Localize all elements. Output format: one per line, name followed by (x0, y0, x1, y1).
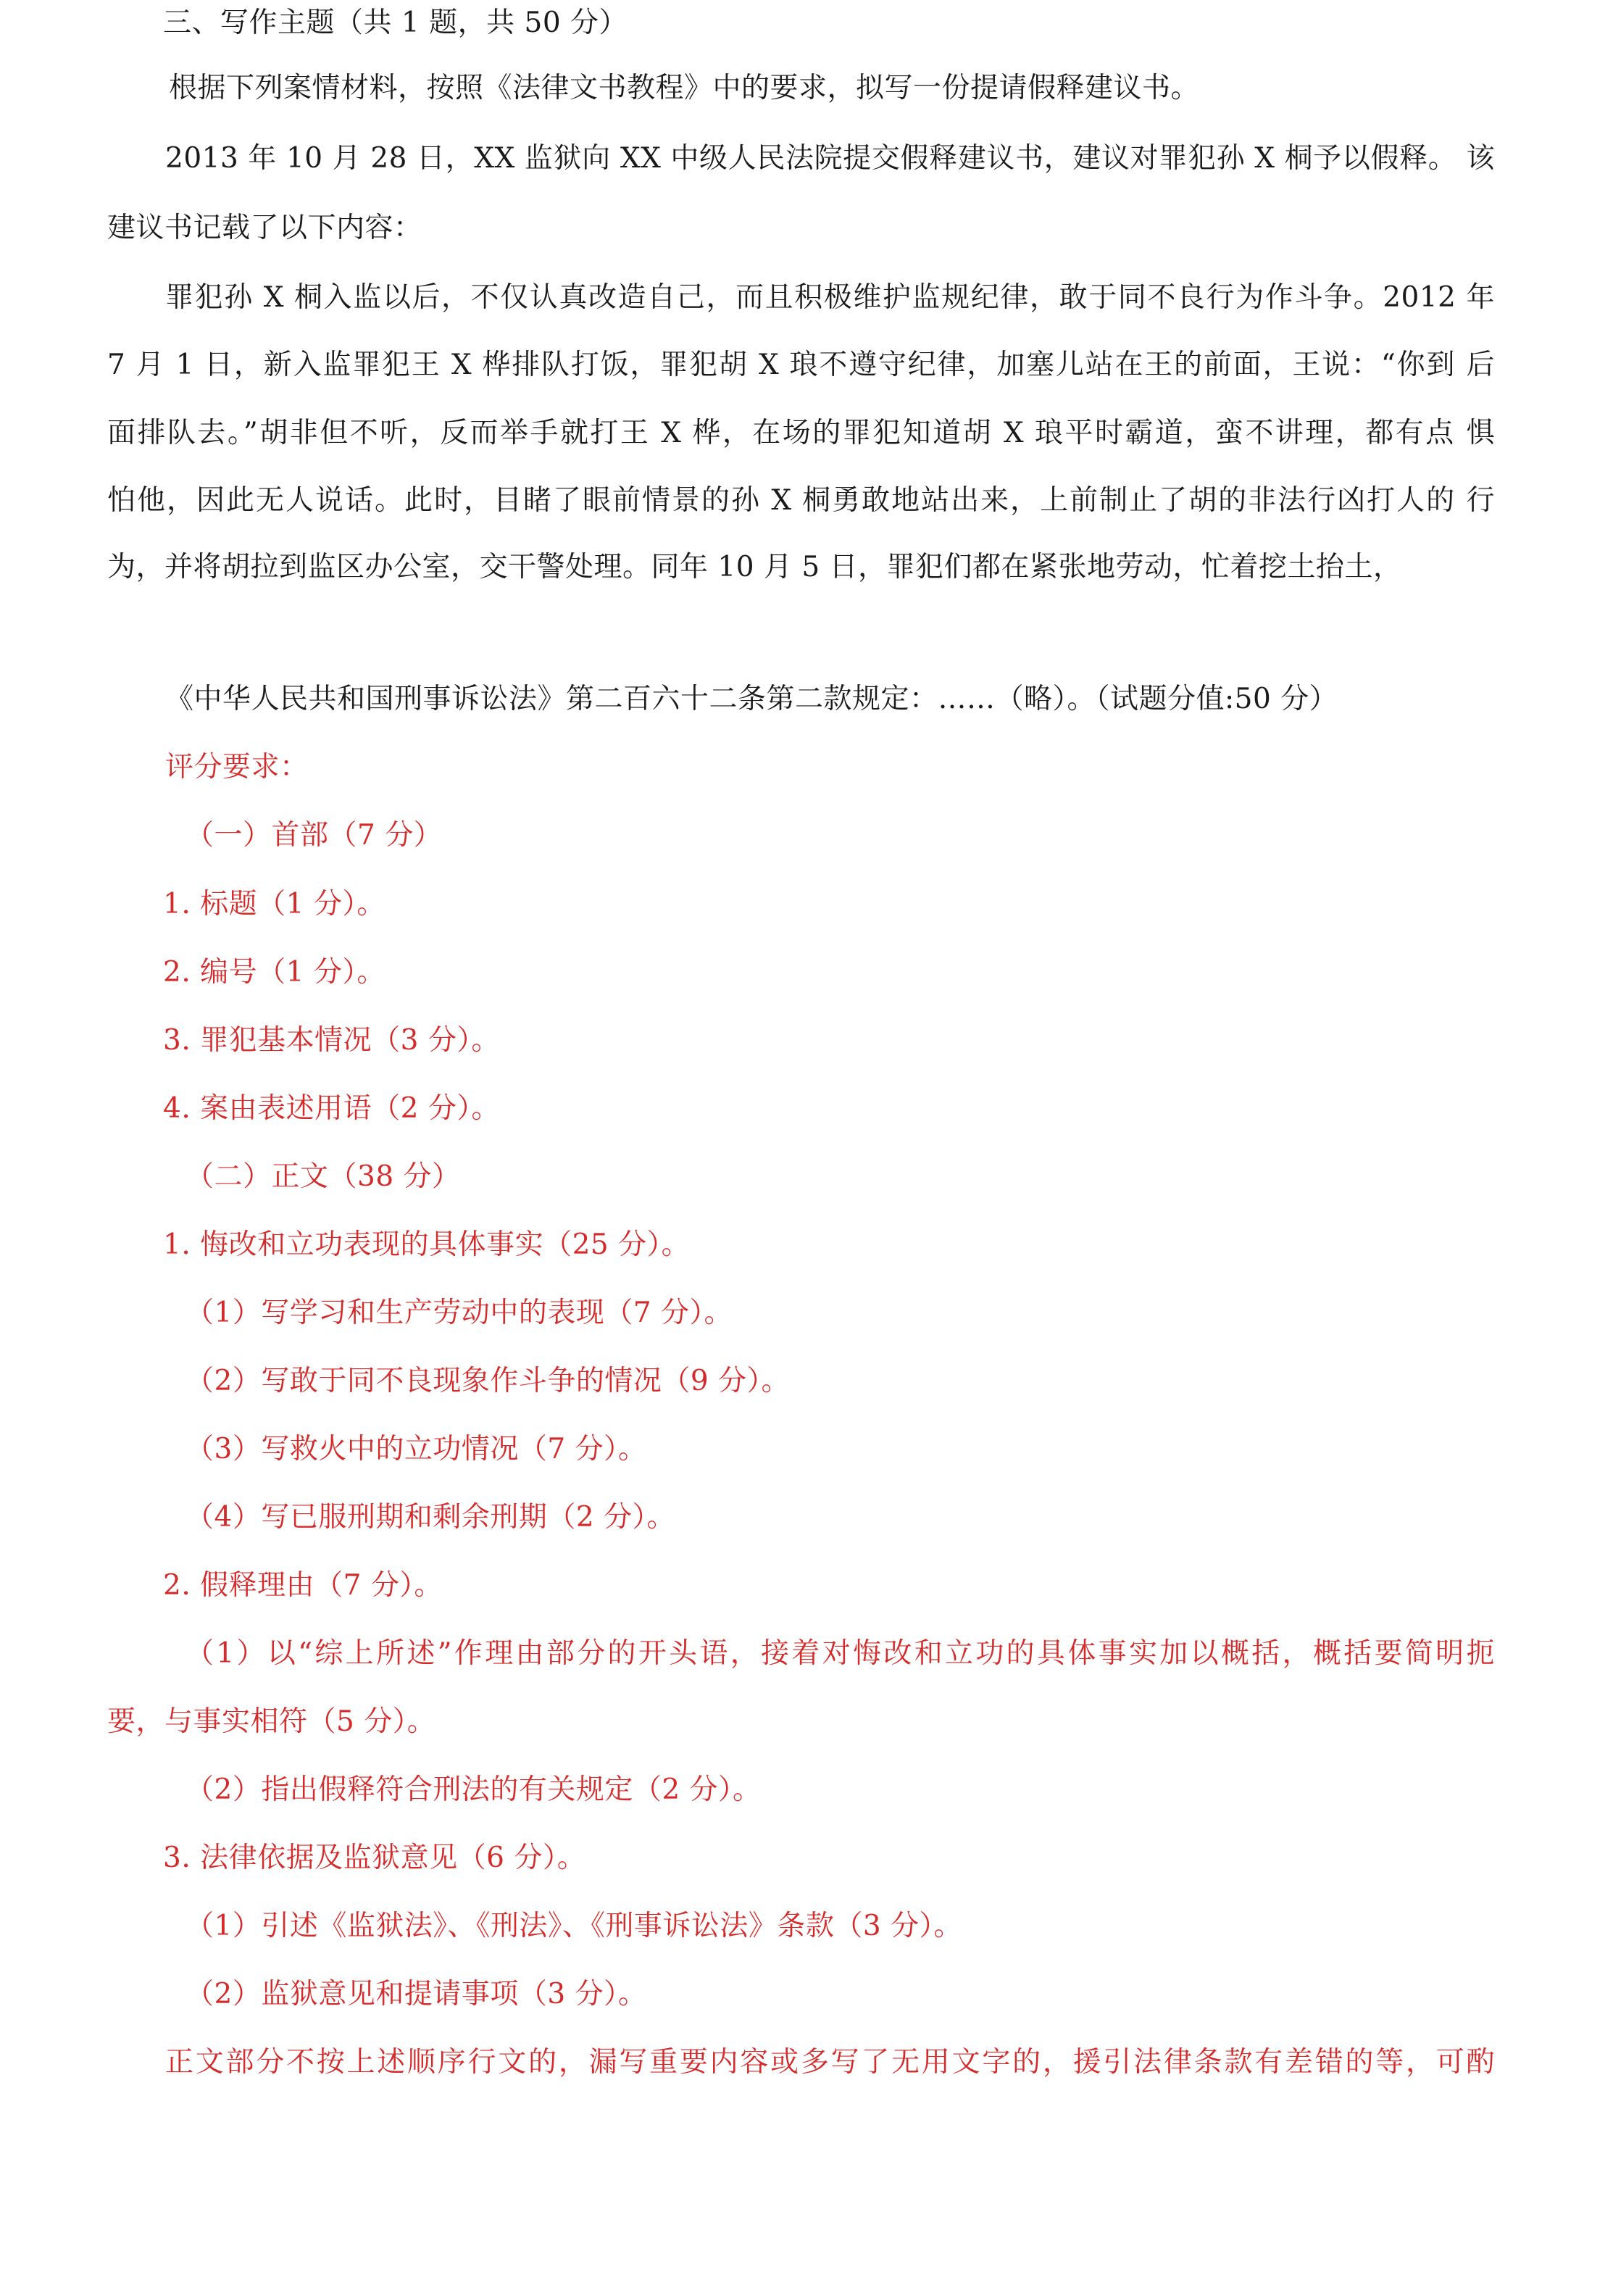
grading-item: （4）写已服刑期和剩余刑期（2 分）。 (186, 1501, 676, 1534)
case-body-line-4: 怕他，因此无人说话。此时，目睹了眼前情景的孙 X 桐勇敢地站出来，上前制止了胡的非法行凶打人的 行 (107, 484, 1495, 517)
grading-item: 4. 案由表述用语（2 分）。 (163, 1092, 500, 1125)
grading-item: 2. 编号（1 分）。 (163, 956, 385, 989)
grading-item: （一）首部（7 分） (186, 819, 443, 852)
grading-item: （2）写敢于同不良现象作斗争的情况（9 分）。 (186, 1365, 791, 1397)
grading-item: （2）指出假释符合刑法的有关规定（2 分）。 (186, 1773, 762, 1806)
grading-item: 2. 假释理由（7 分）。 (163, 1569, 443, 1602)
law-reference: 《中华人民共和国刑事诉讼法》第二百六十二条第二款规定：……（略）。（试题分值:50 分） (165, 683, 1338, 715)
grading-item: 1. 悔改和立功表现的具体事实（25 分）。 (163, 1228, 691, 1261)
case-intro-line-1: 2013 年 10 月 28 日，XX 监狱向 XX 中级人民法院提交假释建议书，建议对罪犯孙 X 桐予以假释。 该 (165, 142, 1495, 175)
grading-item: 正文部分不按上述顺序行文的，漏写重要内容或多写了无用文字的，援引法律条款有差错的等，可酌 (165, 2046, 1495, 2079)
grading-item: 3. 罪犯基本情况（3 分）。 (163, 1024, 500, 1057)
case-body-line-1: 罪犯孙 X 桐入监以后，不仅认真改造自己，而且积极维护监规纪律，敢于同不良行为作斗争。2012 年 (165, 281, 1495, 314)
instruction-paragraph: 根据下列案情材料，按照《法律文书教程》中的要求，拟写一份提请假释建议书。 (169, 72, 1200, 104)
case-body-line-3: 面排队去。”胡非但不听，反而举手就打王 X 桦，在场的罪犯知道胡 X 琅平时霸道，蛮不讲理，都有点 惧 (107, 417, 1495, 449)
section-title: 三、写作主题（共 1 题，共 50 分） (163, 7, 628, 39)
grading-heading: 评分要求： (165, 751, 309, 783)
case-intro-line-2: 建议书记载了以下内容： (107, 212, 422, 244)
grading-item: （二）正文（38 分） (186, 1160, 461, 1193)
case-body-line-2: 7 月 1 日，新入监罪犯王 X 桦排队打饭，罪犯胡 X 琅不遵守纪律，加塞儿站在王的前面，王说：“你到 后 (107, 349, 1495, 381)
grading-item: （1）以“综上所述”作理由部分的开头语，接着对悔改和立功的具体事实加以概括，概括要简明扼 (186, 1637, 1495, 1670)
grading-item: （3）写救火中的立功情况（7 分）。 (186, 1433, 647, 1465)
grading-item: 1. 标题（1 分）。 (163, 888, 385, 920)
grading-item: （1）引述《监狱法》、《刑法》、《刑事诉讼法》条款（3 分）。 (186, 1910, 963, 1942)
grading-item: 要，与事实相符（5 分）。 (107, 1705, 436, 1738)
grading-item: （2）监狱意见和提请事项（3 分）。 (186, 1978, 647, 2010)
case-body-line-5: 为，并将胡拉到监区办公室，交干警处理。同年 10 月 5 日，罪犯们都在紧张地劳动，忙着挖土抬土， (107, 551, 1402, 583)
grading-item: （1）写学习和生产劳动中的表现（7 分）。 (186, 1297, 733, 1329)
grading-item: 3. 法律依据及监狱意见（6 分）。 (163, 1842, 586, 1874)
